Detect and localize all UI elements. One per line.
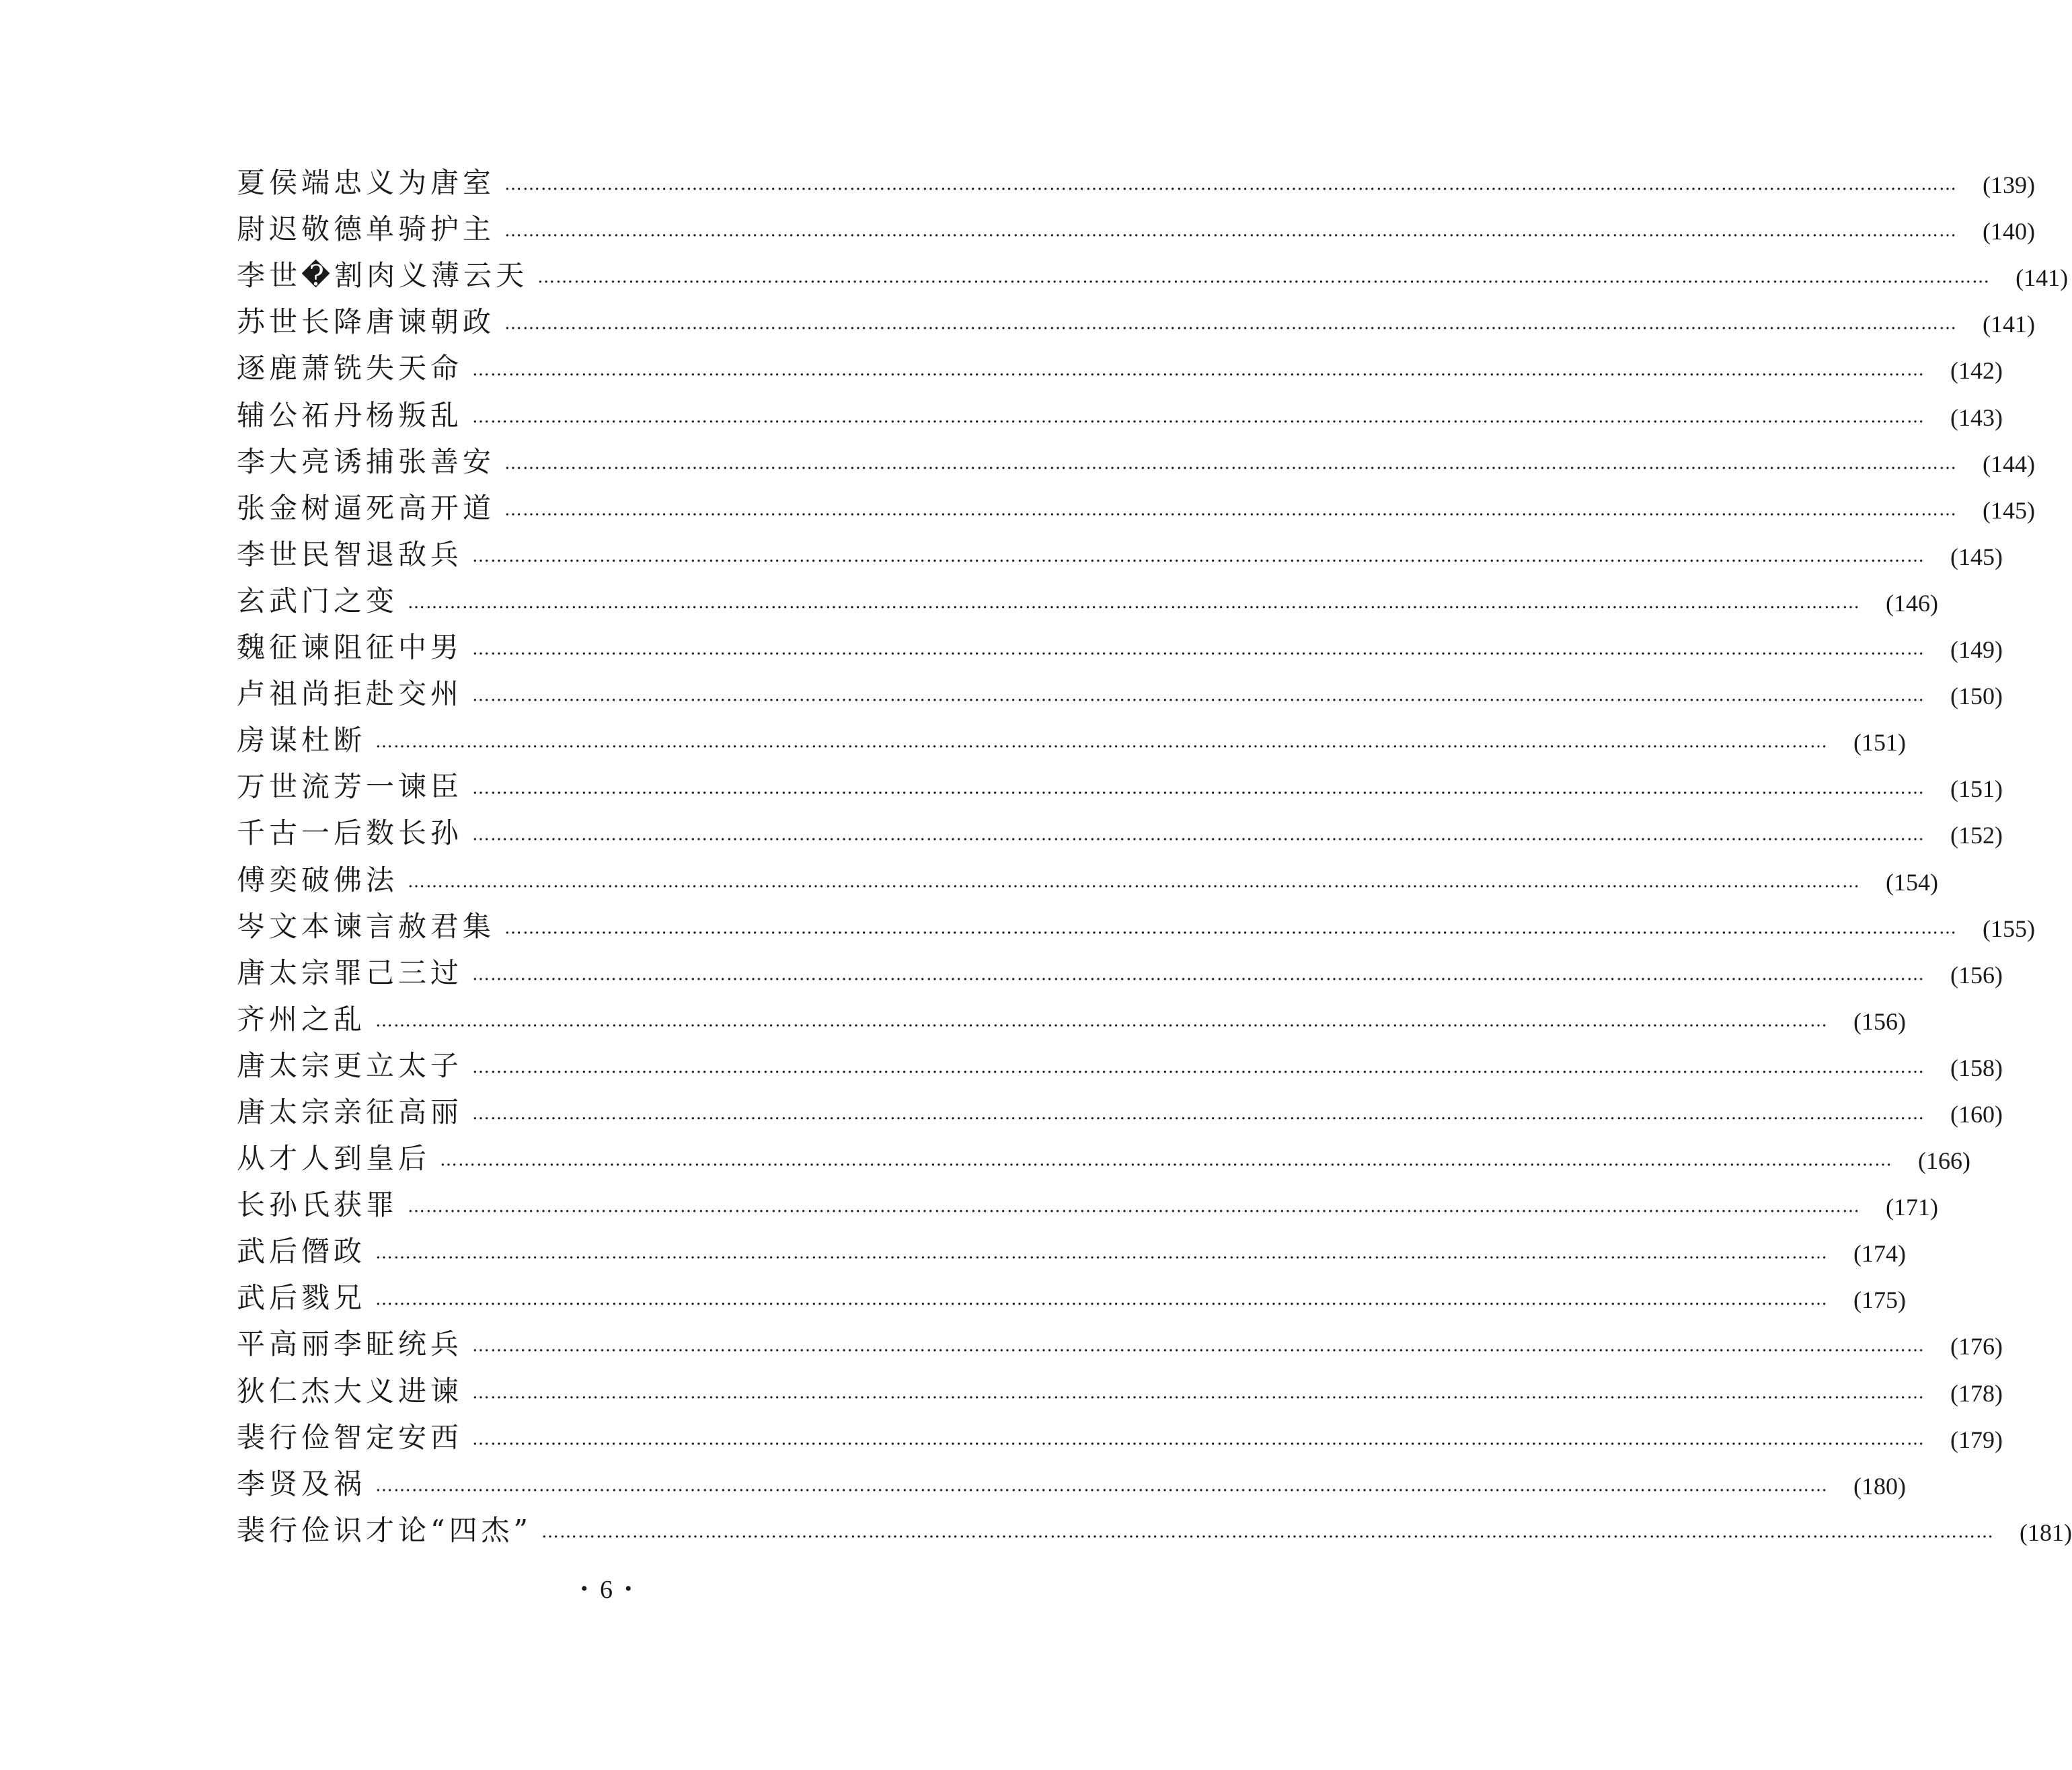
toc-entry-page: (176) <box>1950 1333 2003 1360</box>
dot-leader: …………………………………………………………………………………………………………………………………………………………………………………………………………………… <box>440 1150 1893 1171</box>
toc-entry <box>237 1406 2003 1454</box>
toc-entry-title: 逐鹿萧铣失天命 <box>237 352 463 385</box>
dot-leader: …………………………………………………………………………………………………………………………………………………………………………………………………………………… <box>472 1056 1925 1077</box>
toc-entry-title: 李世�割肉义薄云天 <box>237 259 529 293</box>
dot-leader: …………………………………………………………………………………………………………………………………………………………………………………………………………………… <box>472 778 1925 799</box>
dot-leader: …………………………………………………………………………………………………………………………………………………………………………………………………………………… <box>375 1010 1829 1031</box>
dot-leader: …………………………………………………………………………………………………………………………………………………………………………………………………………………… <box>375 732 1829 753</box>
toc-entry-title: 魏征谏阻征中男 <box>237 631 463 664</box>
toc-entry-title: 岑文本谏言赦君集 <box>237 909 496 943</box>
toc-entry-page: (144) <box>1983 450 2036 477</box>
bullet-dot: • <box>625 1578 632 1600</box>
toc-entry-page: (166) <box>1918 1147 1971 1175</box>
toc-entry-page: (160) <box>1950 1100 2003 1128</box>
toc-entry-title: 狄仁杰大义进谏 <box>237 1374 463 1408</box>
dot-leader: …………………………………………………………………………………………………………………………………………………………………………………………………………………… <box>504 313 1958 334</box>
toc-entry-title: 万世流芳一谏臣 <box>237 770 463 804</box>
dot-leader: …………………………………………………………………………………………………………………………………………………………………………………………………………………… <box>504 174 1958 195</box>
toc-entry-page: (150) <box>1950 683 2003 710</box>
toc-entry-title: 辅公祏丹杨叛乱 <box>237 398 463 432</box>
toc-entry <box>237 197 2036 246</box>
toc-entry <box>237 987 1907 1036</box>
toc-entry-page: (151) <box>1950 775 2003 803</box>
toc-entry-title: 千古一后数长孙 <box>237 816 463 850</box>
toc-entry-title: 齐州之乱 <box>237 1002 367 1036</box>
toc-entry <box>237 662 2003 711</box>
toc-entry <box>237 708 1907 757</box>
dot-leader: …………………………………………………………………………………………………………………………………………………………………………………………………………………… <box>504 499 1958 520</box>
toc-entry <box>237 1034 2003 1082</box>
dot-leader: …………………………………………………………………………………………………………………………………………………………………………………………………………………… <box>472 1103 1925 1124</box>
toc-entry-title: 夏侯端忠义为唐室 <box>237 166 496 200</box>
toc-entry <box>237 1312 2003 1361</box>
toc-entry <box>237 1219 1907 1268</box>
toc-entry <box>237 755 2003 804</box>
toc-entry-page: (156) <box>1950 961 2003 989</box>
toc-entry-page: (158) <box>1950 1054 2003 1081</box>
dot-leader: …………………………………………………………………………………………………………………………………………………………………………………………………………………… <box>408 1196 1861 1217</box>
dot-leader: …………………………………………………………………………………………………………………………………………………………………………………………………………………… <box>472 406 1925 427</box>
toc-entry <box>237 523 2003 571</box>
toc-entry-page: (141) <box>2016 264 2069 292</box>
dot-leader: …………………………………………………………………………………………………………………………………………………………………………………………………………………… <box>541 1521 1994 1542</box>
toc-entry-title: 尉迟敬德单骑护主 <box>237 213 496 246</box>
dot-leader: …………………………………………………………………………………………………………………………………………………………………………………………………………………… <box>408 871 1861 892</box>
dot-leader: …………………………………………………………………………………………………………………………………………………………………………………………………………………… <box>375 1475 1829 1496</box>
toc-entry-page: (142) <box>1950 357 2003 385</box>
toc-entry <box>237 151 2036 200</box>
toc-entry <box>237 1126 1971 1176</box>
dot-leader: …………………………………………………………………………………………………………………………………………………………………………………………………………………… <box>472 1336 1925 1356</box>
dot-leader: …………………………………………………………………………………………………………………………………………………………………………………………………………………… <box>472 360 1925 381</box>
toc-entry <box>237 569 1939 617</box>
toc-entry-page: (178) <box>1950 1379 2003 1407</box>
toc-entry <box>237 1173 1939 1222</box>
toc-entry <box>237 1358 2003 1408</box>
toc-entry-title: 苏世长降唐谏朝政 <box>237 305 496 339</box>
dot-leader: …………………………………………………………………………………………………………………………………………………………………………………………………………………… <box>472 545 1925 566</box>
toc-entry-title: 唐太宗亲征高丽 <box>237 1095 463 1128</box>
toc-entry-page: (156) <box>1853 1007 1907 1035</box>
bullet-dot: • <box>580 1578 588 1600</box>
toc-entry <box>237 476 2036 525</box>
toc-entry <box>237 847 1939 896</box>
toc-entry <box>237 430 2036 478</box>
dot-leader: …………………………………………………………………………………………………………………………………………………………………………………………………………………… <box>472 964 1925 985</box>
toc-entry-page: (151) <box>1853 729 1907 757</box>
toc-entry-title: 裴行俭智定安西 <box>237 1420 463 1454</box>
toc-entry-page: (179) <box>1950 1426 2003 1453</box>
dot-leader: …………………………………………………………………………………………………………………………………………………………………………………………………………………… <box>504 221 1958 241</box>
toc-entry-title: 平高丽李眐统兵 <box>237 1328 463 1361</box>
toc-entry <box>237 1452 1907 1500</box>
toc-entry-title: 李世民智退敌兵 <box>237 537 463 571</box>
toc-entry-page: (180) <box>1853 1472 1907 1500</box>
toc-entry <box>237 615 2003 664</box>
toc-entry-page: (141) <box>1983 311 2036 338</box>
toc-entry-page: (171) <box>1886 1194 1939 1221</box>
toc-entry <box>237 383 2003 432</box>
dot-leader: …………………………………………………………………………………………………………………………………………………………………………………………………………………… <box>504 917 1958 938</box>
toc-entry-title: 卢祖尚拒赴交州 <box>237 677 463 711</box>
toc-entry-page: (146) <box>1886 589 1939 617</box>
toc-entry-title: 李贤及祸 <box>237 1467 367 1500</box>
toc-entry-page: (154) <box>1886 868 1939 896</box>
toc-entry-title: 房谋杜断 <box>237 724 367 757</box>
toc-entry-title: 长孙氏获罪 <box>237 1188 399 1222</box>
toc-entry-title: 玄武门之变 <box>237 584 399 617</box>
dot-leader: …………………………………………………………………………………………………………………………………………………………………………………………………………………… <box>408 592 1861 613</box>
toc-entry <box>237 894 2036 943</box>
toc-entry-page: (181) <box>2019 1518 2072 1546</box>
toc-entry-title: 李大亮诱捕张善安 <box>237 445 496 478</box>
toc-entry-title: 唐太宗罪己三过 <box>237 956 463 989</box>
dot-leader: …………………………………………………………………………………………………………………………………………………………………………………………………………………… <box>472 1428 1925 1449</box>
toc-entry <box>237 801 2003 850</box>
page-number: 6 <box>600 1576 613 1604</box>
toc-entry-title: 傅奕破佛法 <box>237 863 399 896</box>
dot-leader: …………………………………………………………………………………………………………………………………………………………………………………………………………………… <box>504 453 1958 473</box>
toc-entry-title: 武后戮兄 <box>237 1281 367 1315</box>
toc-entry-title: 从才人到皇后 <box>237 1142 431 1176</box>
toc-entry-page: (152) <box>1950 822 2003 849</box>
dot-leader: …………………………………………………………………………………………………………………………………………………………………………………………………………………… <box>472 685 1925 706</box>
toc-entry-page: (149) <box>1950 636 2003 664</box>
toc-entry <box>237 1266 1907 1315</box>
toc-entry <box>237 336 2003 385</box>
toc-entry-page: (139) <box>1983 171 2036 199</box>
toc-entry-title: 张金树逼死高开道 <box>237 491 496 525</box>
page-number-footer <box>0 1575 1213 1605</box>
toc-entry-title: 裴行俭识才论“四杰” <box>237 1513 532 1547</box>
toc-entry <box>237 1498 2072 1547</box>
dot-leader: …………………………………………………………………………………………………………………………………………………………………………………………………………………… <box>472 1382 1925 1403</box>
toc-entry-page: (155) <box>1983 915 2036 942</box>
toc-entry-title: 武后僭政 <box>237 1235 367 1268</box>
toc-entry-page: (174) <box>1853 1240 1907 1268</box>
toc-entry-page: (143) <box>1950 403 2003 431</box>
toc-entry <box>237 1080 2003 1128</box>
dot-leader: …………………………………………………………………………………………………………………………………………………………………………………………………………………… <box>375 1289 1829 1310</box>
dot-leader: …………………………………………………………………………………………………………………………………………………………………………………………………………………… <box>472 639 1925 660</box>
toc-entry-page: (175) <box>1853 1286 1907 1314</box>
toc-entry <box>237 290 2036 339</box>
dot-leader: …………………………………………………………………………………………………………………………………………………………………………………………………………………… <box>472 824 1925 845</box>
table-of-contents <box>237 151 2072 1547</box>
toc-entry <box>237 243 2069 293</box>
toc-entry-page: (140) <box>1983 218 2036 245</box>
toc-entry-title: 唐太宗更立太子 <box>237 1048 463 1082</box>
toc-entry-page: (145) <box>1983 496 2036 524</box>
dot-leader: …………………………………………………………………………………………………………………………………………………………………………………………………………………… <box>375 1243 1829 1264</box>
toc-entry <box>237 941 2003 989</box>
dot-leader: …………………………………………………………………………………………………………………………………………………………………………………………………………………… <box>537 267 1991 288</box>
toc-entry-page: (145) <box>1950 543 2003 570</box>
